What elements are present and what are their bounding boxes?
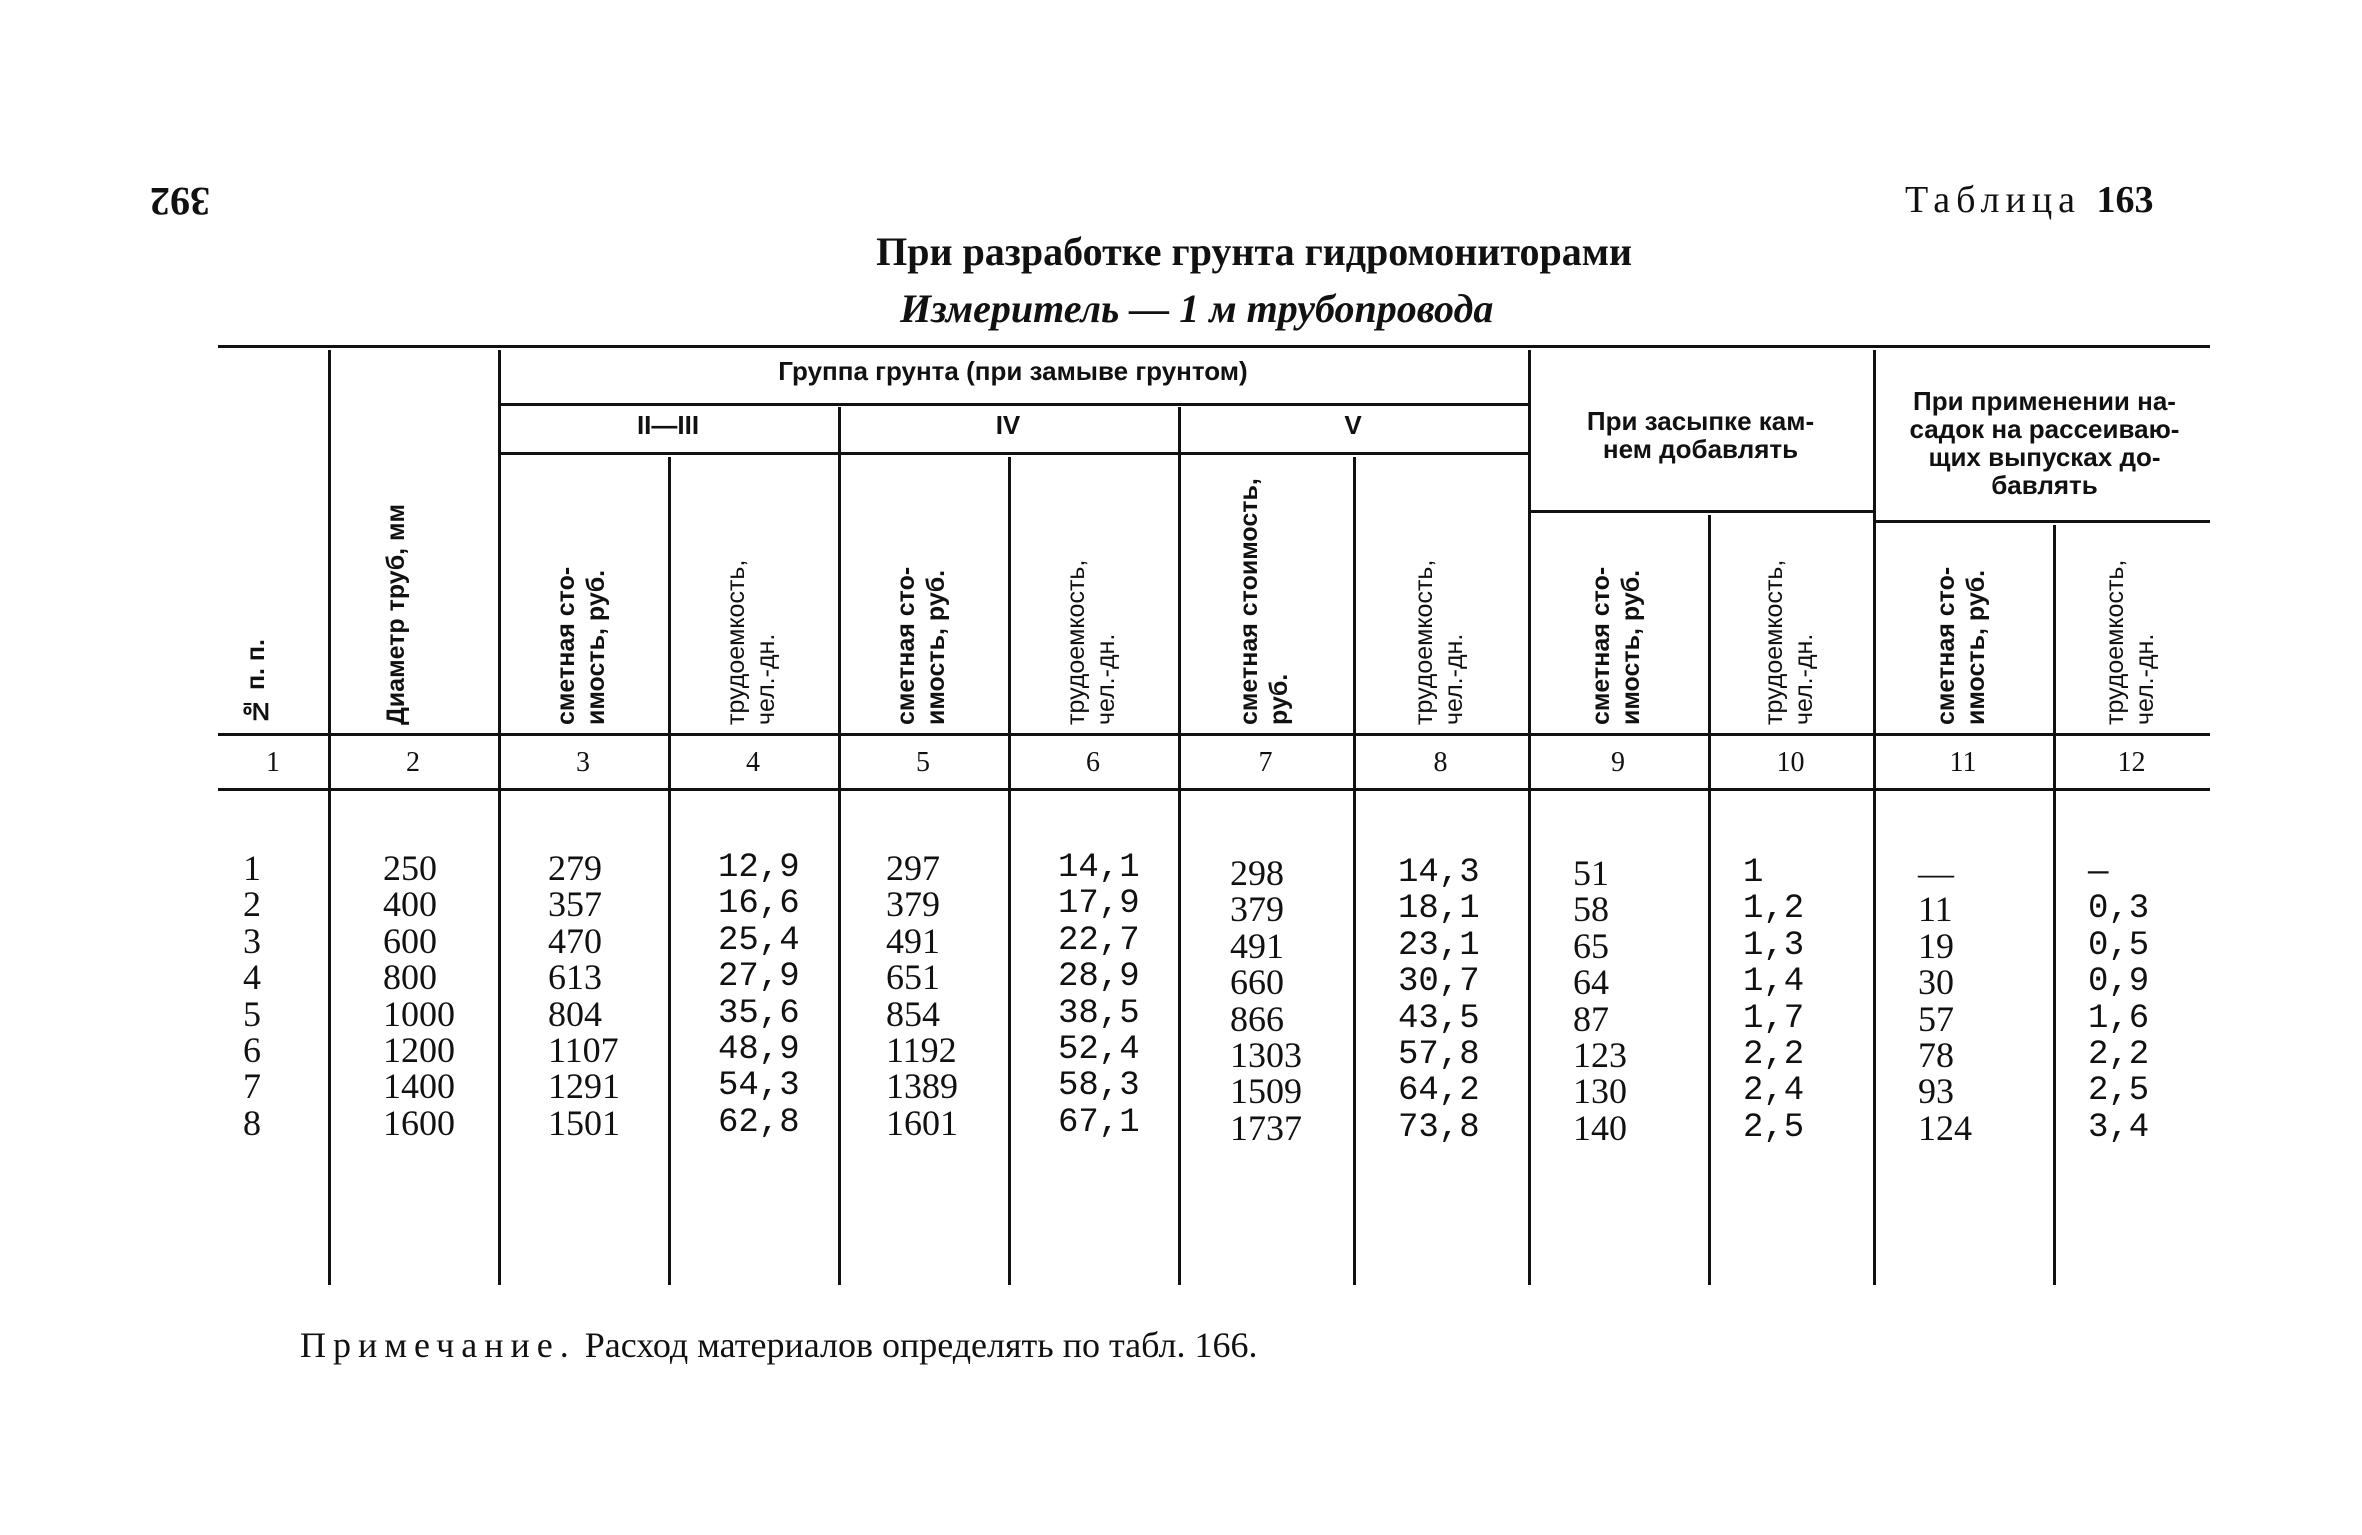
page-number: 392	[150, 179, 210, 224]
table-cell: 130	[1573, 1071, 1627, 1112]
table-cell: 297	[886, 848, 940, 888]
col-labor-header: трудоемкость, чел.-дн.	[2100, 559, 2159, 725]
table-cell: 1,7	[1743, 999, 1805, 1038]
column-number: 8	[1433, 747, 1448, 778]
table-cell: 38,5	[1058, 994, 1140, 1033]
table-cell: 7	[243, 1066, 261, 1107]
table-cell: 613	[548, 957, 602, 998]
col-divider	[498, 350, 501, 1285]
table-cell: —	[1918, 853, 1954, 893]
table-cell: 0,5	[2088, 926, 2150, 965]
table-cell: 357	[548, 884, 602, 925]
table-cell: 123	[1573, 1034, 1627, 1075]
table-cell: 64	[1573, 962, 1609, 1003]
table-cell: 58,3	[1058, 1067, 1140, 1106]
column-number: 4	[746, 747, 760, 778]
table-cell: 1000	[383, 993, 455, 1034]
col-cost-header: сметная сто- имость, руб.	[892, 566, 950, 725]
table-cell: 2	[243, 884, 261, 925]
col-divider	[328, 350, 331, 1285]
col-labor-header: трудоемкость, чел.-дн.	[1759, 559, 1818, 725]
table-cell: 124	[1918, 1107, 1972, 1148]
colnum-rule	[218, 788, 2210, 791]
col-cost-header: сметная стоимость, руб.	[1234, 478, 1293, 725]
table-cell: 16,6	[718, 885, 800, 924]
table-cell: 804	[548, 993, 602, 1034]
table-label	[1905, 178, 2154, 222]
table-cell: 1501	[548, 1102, 620, 1143]
unit-line: Измеритель — 1 м трубопровода	[900, 286, 1494, 331]
data-column	[383, 850, 455, 1141]
table-cell: 379	[1230, 889, 1284, 930]
table-cell: 866	[1230, 998, 1284, 1039]
data-column	[2088, 855, 2149, 1146]
group-divider	[838, 407, 841, 1285]
table-cell: 651	[886, 957, 940, 998]
table-cell: 279	[548, 848, 602, 888]
table-cell: 54,3	[718, 1067, 800, 1106]
column-number: 3	[576, 747, 590, 778]
table-cell: 1	[1743, 854, 1764, 892]
table-cell: 3	[243, 920, 261, 961]
table-cell: 28,9	[1058, 958, 1140, 997]
cost-labor-divider	[668, 457, 671, 1285]
table-cell: 1303	[1230, 1034, 1302, 1075]
data-column	[243, 850, 261, 1141]
cost-labor-divider	[1008, 457, 1011, 1285]
col-labor-header: трудоемкость, чел.-дн.	[1409, 559, 1468, 725]
soil-group-rule	[498, 403, 1528, 406]
table-cell: 64,2	[1398, 1072, 1480, 1111]
table-cell: 23,1	[1398, 926, 1480, 965]
data-column	[1398, 855, 1480, 1146]
soil-group-header: Группа грунта (при замыве грунтом)	[778, 356, 1248, 386]
table-cell: 400	[383, 884, 437, 925]
col-divider	[1873, 350, 1876, 1285]
data-column	[1743, 855, 1804, 1146]
col-divider	[1528, 350, 1531, 1285]
table-cell: 1389	[886, 1066, 958, 1107]
table-cell: 43,5	[1398, 999, 1480, 1038]
column-number: 1	[266, 747, 280, 778]
table-cell: 1,2	[1743, 890, 1805, 929]
table-cell: 8	[243, 1102, 261, 1143]
table-cell: 854	[886, 993, 940, 1034]
group-5-header: V	[1344, 410, 1362, 440]
table-cell: 379	[886, 884, 940, 925]
table-top-rule	[218, 345, 2210, 348]
table-cell: 27,9	[718, 958, 800, 997]
table-cell: —	[2088, 854, 2109, 892]
note-label: Примечание.	[300, 1325, 576, 1365]
table-cell: 57,8	[1398, 1035, 1480, 1074]
table-cell: 4	[243, 957, 261, 998]
table-cell: 87	[1573, 998, 1609, 1039]
table-cell: 35,6	[718, 994, 800, 1033]
table-cell: 6	[243, 1029, 261, 1070]
header-bottom-rule	[218, 733, 2210, 736]
table-cell: 140	[1573, 1107, 1627, 1148]
table-cell: 14,3	[1398, 854, 1480, 892]
column-number: 12	[2117, 747, 2146, 778]
table-note	[300, 1324, 1258, 1366]
table-cell: 58	[1573, 889, 1609, 930]
data-column	[886, 850, 958, 1141]
table-cell: 1509	[1230, 1071, 1302, 1112]
table-cell: 51	[1573, 853, 1609, 893]
rates-table	[218, 345, 2210, 1300]
note-text: Расход материалов определять по табл. 166.	[584, 1325, 1258, 1365]
table-cell: 65	[1573, 925, 1609, 966]
table-cell: 1400	[383, 1066, 455, 1107]
col-cost-header: сметная сто- имость, руб.	[1932, 566, 1990, 725]
table-cell: 2,4	[1743, 1072, 1805, 1111]
table-cell: 62,8	[718, 1103, 800, 1142]
table-cell: 67,1	[1058, 1103, 1140, 1142]
table-cell: 298	[1230, 853, 1284, 893]
table-cell: 0,3	[2088, 890, 2150, 929]
col-cost-header: сметная сто- имость, руб.	[552, 566, 610, 725]
data-column	[1230, 855, 1302, 1146]
subgroup-rule	[498, 452, 1528, 455]
table-cell: 93	[1918, 1071, 1954, 1112]
group-4-header: IV	[995, 410, 1021, 440]
column-number: 6	[1086, 747, 1100, 778]
nozzle-rule	[1873, 520, 2210, 523]
nozzles-header: При применении на- садок на рассеиваю- щих выпусках до- бавлять	[1909, 386, 2180, 500]
table-cell: 2,2	[1743, 1035, 1805, 1074]
data-column	[1058, 850, 1140, 1141]
cost-labor-divider	[2053, 525, 2056, 1285]
table-cell: 250	[383, 848, 437, 888]
stone-rule	[1528, 510, 1873, 513]
table-cell: 18,1	[1398, 890, 1480, 929]
table-cell: 11	[1918, 889, 1953, 930]
table-cell: 30,7	[1398, 963, 1480, 1002]
table-cell: 491	[1230, 925, 1284, 966]
table-cell: 800	[383, 957, 437, 998]
table-cell: 1600	[383, 1102, 455, 1143]
table-cell: 30	[1918, 962, 1954, 1003]
table-cell: 1192	[886, 1029, 957, 1070]
table-cell: 73,8	[1398, 1108, 1480, 1147]
column-number: 9	[1611, 747, 1625, 778]
column-number: 2	[406, 747, 420, 778]
col-diameter-header: Диаметр труб, мм	[382, 503, 410, 725]
data-column	[1573, 855, 1627, 1146]
stone-fill-header: При засыпке кам- нем добавлять	[1586, 406, 1815, 464]
table-cell: 22,7	[1058, 921, 1140, 960]
table-label-word: Таблица	[1905, 179, 2082, 221]
table-cell: 470	[548, 920, 602, 961]
table-cell: 1,4	[1743, 963, 1805, 1002]
table-cell: 1200	[383, 1029, 455, 1070]
table-cell: 17,9	[1058, 885, 1140, 924]
column-number: 10	[1776, 747, 1805, 778]
table-cell: 48,9	[718, 1030, 800, 1069]
table-cell: 2,2	[2088, 1035, 2150, 1074]
table-cell: 2,5	[1743, 1108, 1805, 1147]
group-divider	[1178, 407, 1181, 1285]
table-cell: 1,3	[1743, 926, 1805, 965]
cost-labor-divider	[1353, 457, 1356, 1285]
table-title: При разработке грунта гидромониторами	[876, 229, 1632, 274]
table-cell: 1107	[548, 1029, 619, 1070]
table-cell: 1291	[548, 1066, 620, 1107]
table-cell: 1,6	[2088, 999, 2150, 1038]
table-cell: 57	[1918, 998, 1954, 1039]
table-cell: 2,5	[2088, 1072, 2150, 1111]
table-cell: 25,4	[718, 921, 800, 960]
table-cell: 600	[383, 920, 437, 961]
table-cell: 14,1	[1058, 849, 1140, 887]
cost-labor-divider	[1708, 515, 1711, 1285]
column-number: 5	[916, 747, 930, 778]
table-cell: 78	[1918, 1034, 1954, 1075]
table-cell: 491	[886, 920, 940, 961]
data-column	[718, 850, 800, 1141]
col-number-header: № п. п.	[242, 639, 270, 725]
table-cell: 660	[1230, 962, 1284, 1003]
table-cell: 3,4	[2088, 1108, 2150, 1147]
table-cell: 1737	[1230, 1107, 1302, 1148]
table-cell: 0,9	[2088, 963, 2150, 1002]
col-cost-header: сметная сто- имость, руб.	[1587, 566, 1645, 725]
col-labor-header: трудоемкость, чел.-дн.	[722, 559, 780, 725]
table-cell: 19	[1918, 925, 1954, 966]
data-column	[548, 850, 620, 1141]
table-cell: 1601	[886, 1102, 958, 1143]
column-number: 11	[1949, 747, 1977, 778]
data-column	[1918, 855, 1972, 1146]
table-cell: 52,4	[1058, 1030, 1140, 1069]
column-number: 7	[1258, 747, 1273, 778]
table-label-number: 163	[2096, 179, 2154, 221]
col-labor-header: трудоемкость, чел.-дн.	[1062, 559, 1120, 725]
table-cell: 12,9	[718, 849, 800, 887]
table-cell: 5	[243, 993, 261, 1034]
table-cell: 1	[243, 848, 261, 888]
group-2-3-header: II—III	[636, 410, 700, 440]
